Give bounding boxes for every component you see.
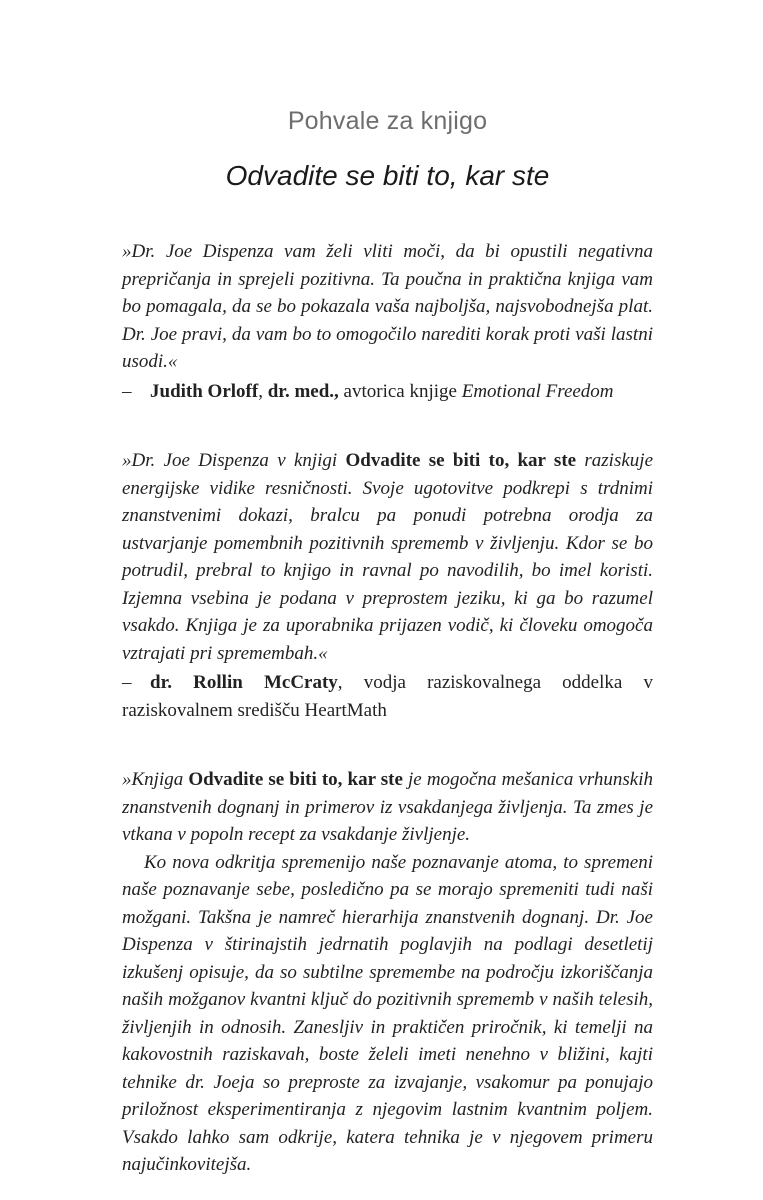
- praise-attribution: [122, 669, 653, 724]
- praise-block-mccraty: [122, 447, 653, 724]
- praise-quote: »Dr. Joe Dispenza vam želi vliti moči, da bi opustili negativna prepričanja in sprejeli pozitivna. Ta poučna in praktična knjiga vam bo pomagala, da se bo pokazala vaša najboljša, najsvobodnejša plat. Dr. Joe pravi, da vam bo to omogočilo narediti korak proti vaši lastni usodi.«: [122, 241, 653, 372]
- quote-book-title: Odvadite se biti to, kar ste: [345, 450, 577, 471]
- praise-block-orloff: [122, 238, 653, 405]
- author-name: dr. Rollin McCraty: [150, 672, 338, 693]
- quote-start: »Knjiga: [122, 769, 184, 790]
- praise-quote: [122, 447, 653, 667]
- author-title: dr. med.,: [267, 380, 339, 402]
- attribution-dash: –: [122, 380, 132, 402]
- author-separator: ,: [258, 380, 263, 402]
- quote-start: »Dr. Joe Dispenza v knjigi: [122, 450, 338, 471]
- author-name: Judith Orloff: [150, 380, 259, 402]
- praise-section-title: Pohvale za knjigo: [287, 107, 488, 135]
- author-role: , vodja raziskovalnega oddelka v raziskovalnem središču HeartMath: [122, 672, 653, 721]
- praise-block-third: [122, 766, 653, 1179]
- attribution-dash: –: [122, 672, 132, 693]
- quote-rest: je mogočna mešanica vrhunskih znanstvenih dognanj in primerov iz vsakdanjega življenja. Ta zmes je vtkana v popoln recept za vsakdanje življenje.: [122, 769, 654, 845]
- quote-book-title: Odvadite se biti to, kar ste: [188, 769, 403, 790]
- page-heading: [122, 0, 653, 192]
- book-title: Odvadite se biti to, kar ste: [225, 160, 550, 191]
- praise-quote-paragraph-2: Ko nova odkritja spremenijo naše poznavanje atoma, to spremeni naše poznavanje sebe, posledično pa se morajo spremeniti tudi naši možgani. Takšna je namreč hierarhija znanstvenih dognanj. Dr. Joe Dispenza v štirinajstih jedrnatih poglavjih na podlagi desetletij izkušenj opisuje, da so subtilne spremembe na področju izkoriščanja naših možganov kvantni ključ do pozitivnih sprememb v naših telesih, življenjih in odnosih. Zanesljiv in praktičen priročnik, ki temelji na kakovostnih raziskavah, boste želeli imeti nenehno v bližini, kajti tehnike dr. Joeja so preproste za izvajanje, vsakomur pa ponujajo priložnost eksperimentiranja z njegovim lastnim kvantnim poljem. Vsakdo lahko sam odkrije, katera tehnika je v njegovem primeru najučinkovitejša.: [122, 851, 653, 1175]
- author-book: Emotional Freedom: [461, 380, 614, 402]
- author-role: avtorica knjige: [343, 380, 457, 402]
- quote-rest: raziskuje energijske vidike resničnosti. Svoje ugotovitve podkrepi s trdnimi znanstvenimi dokazi, bralcu pa ponudi potrebna orodja za ustvarjanje pomembnih pozitivnih sprememb v življenju. Kdor se bo potrudil, prebral to knjigo in ravnal po navodilih, bo imel koristi. Izjemna vsebina je podana v preprostem jeziku, ki ga bo razumel vsakdo. Knjiga je za uporabnika prijazen vodič, ki človeku omogoča vztrajati pri spremembah.«: [122, 450, 653, 664]
- praise-attribution: [122, 378, 653, 406]
- praise-quote: [122, 766, 653, 849]
